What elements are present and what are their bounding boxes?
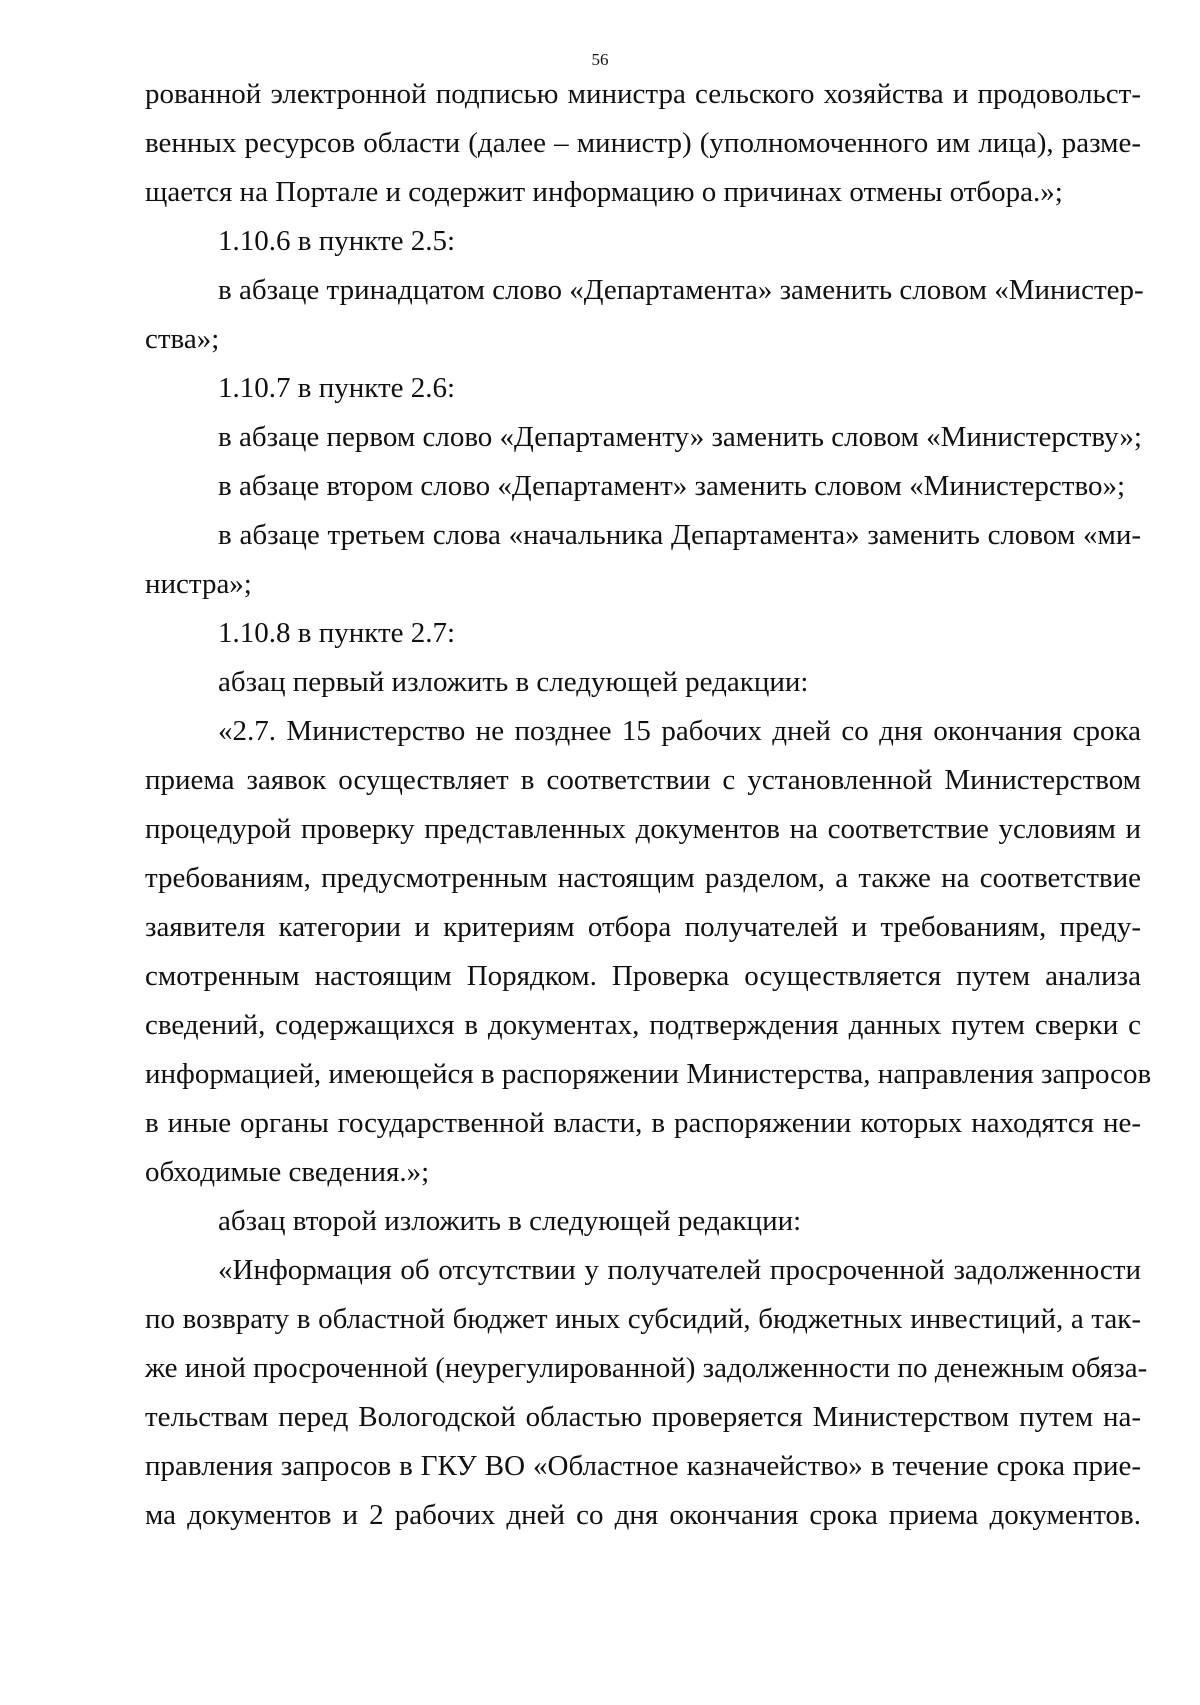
text-line: ма документов и 2 рабочих дней со дня окончания срока приема документов. bbox=[145, 1499, 1141, 1531]
text-line: 1.10.8 в пункте 2.7: bbox=[218, 617, 456, 649]
text-line: венных ресурсов области (далее – министр) (уполномоченного им лица), разме- bbox=[145, 127, 1141, 159]
text-line: ства»; bbox=[145, 323, 220, 355]
text-line: в абзаце первом слово «Департаменту» заменить словом «Министерству»; bbox=[218, 421, 1142, 453]
text-line: заявителя категории и критериям отбора получателей и требованиям, преду- bbox=[145, 911, 1141, 943]
text-line: в абзаце третьем слова «начальника Департамента» заменить словом «ми- bbox=[218, 519, 1141, 551]
page-number: 56 bbox=[591, 50, 609, 69]
text-line: нистра»; bbox=[145, 568, 252, 600]
document-body bbox=[145, 70, 1152, 1540]
text-line: 1.10.6 в пункте 2.5: bbox=[218, 225, 456, 257]
text-line: «Информация об отсутствии у получателей просроченной задолженности bbox=[218, 1254, 1141, 1286]
text-line: информацией, имеющейся в распоряжении Министерства, направления запросов bbox=[145, 1058, 1152, 1090]
text-line: в абзаце втором слово «Департамент» заменить словом «Министерство»; bbox=[218, 470, 1126, 502]
text-line: же иной просроченной (неурегулированной) задолженности по денежным обяза- bbox=[145, 1352, 1148, 1384]
text-line: в иные органы государственной власти, в распоряжении которых находятся не- bbox=[145, 1107, 1141, 1139]
text-line: щается на Портале и содержит информацию о причинах отмены отбора.»; bbox=[145, 176, 1063, 208]
text-line: абзац первый изложить в следующей редакции: bbox=[218, 666, 809, 698]
text-line: абзац второй изложить в следующей редакции: bbox=[218, 1205, 802, 1237]
text-line: обходимые сведения.»; bbox=[145, 1156, 430, 1188]
text-line: правления запросов в ГКУ ВО «Областное казначейство» в течение срока прие- bbox=[145, 1450, 1141, 1482]
text-line: по возврату в областной бюджет иных субсидий, бюджетных инвестиций, а так- bbox=[145, 1303, 1141, 1335]
text-line: приема заявок осуществляет в соответствии с установленной Министерством bbox=[145, 764, 1141, 796]
text-line: требованиям, предусмотренным настоящим разделом, а также на соответствие bbox=[145, 862, 1141, 894]
text-line: «2.7. Министерство не позднее 15 рабочих дней со дня окончания срока bbox=[218, 715, 1141, 747]
text-line: 1.10.7 в пункте 2.6: bbox=[218, 372, 456, 404]
text-line: сведений, содержащихся в документах, подтверждения данных путем сверки с bbox=[145, 1009, 1141, 1041]
text-line: процедурой проверку представленных документов на соответствие условиям и bbox=[145, 813, 1141, 845]
text-line: смотренным настоящим Порядком. Проверка осуществляется путем анализа bbox=[145, 960, 1141, 992]
text-line: рованной электронной подписью министра сельского хозяйства и продовольст- bbox=[145, 78, 1141, 110]
text-line: тельствам перед Вологодской областью проверяется Министерством путем на- bbox=[145, 1401, 1141, 1433]
text-line: в абзаце тринадцатом слово «Департамента» заменить словом «Министер- bbox=[218, 274, 1144, 306]
